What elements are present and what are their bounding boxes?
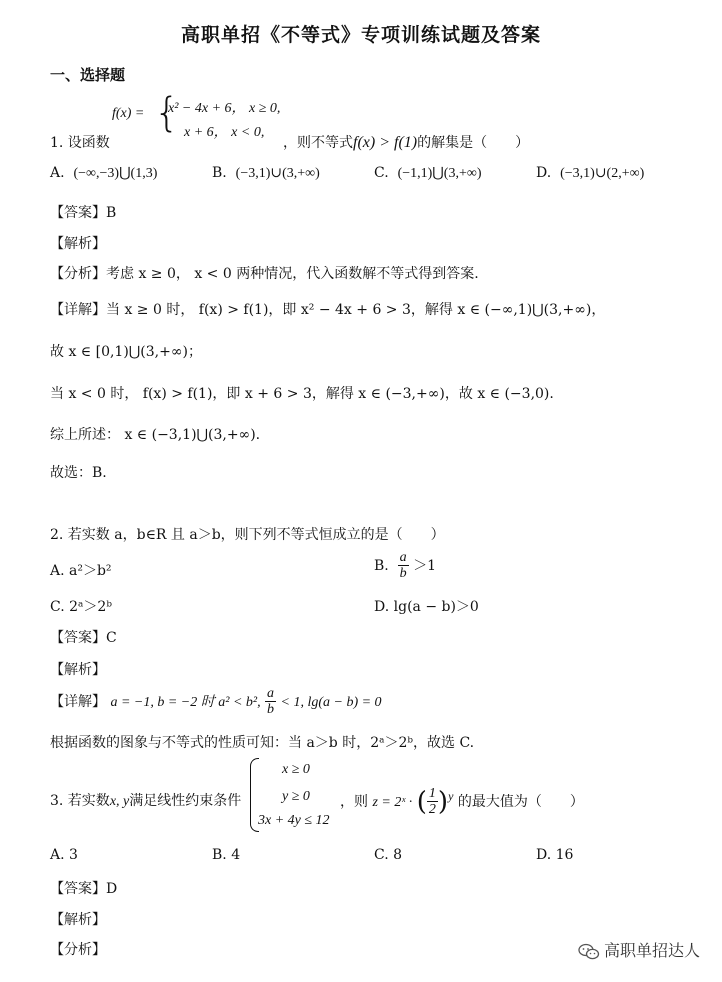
q2-option-c: C. 2ᵃ＞2ᵇ (50, 599, 112, 615)
q3-option-c: C. 8 (374, 847, 403, 863)
q1-option-b: B. (−3,1)∪(3,+∞) (212, 165, 320, 181)
q1-choose: 故选：B. (50, 465, 107, 481)
q1-option-c: C. (−1,1)⋃(3,+∞) (374, 165, 482, 181)
q1-case-1: x² − 4x + 6， x ≥ 0, (168, 101, 281, 116)
q2-detail: 【详解】 a = −1, b = −2 时 a² < b², $\frac{a}{b}$ < 1, lg(a − b) = 0 (50, 686, 382, 718)
q3-expression: ，则 z = 2ˣ · ( $\frac{1}{2}$ )$^y$ 的最大值为（ ） (340, 786, 584, 818)
wechat-chat-bubble-icon (578, 943, 600, 961)
q1-analysis-label: 【解析】 (50, 236, 106, 252)
q2-option-d: D. lg(a − b)＞0 (374, 599, 479, 615)
q1-detail-1: 【详解】当 x ≥ 0 时， f(x) > f(1)，即 x² − 4x + 6 > 3，解得 x ∈ (−∞,1)⋃(3,+∞)， (50, 302, 606, 318)
q2-stem: 2. 若实数 a，b∈R 且 a＞b，则下列不等式恒成立的是（ ） (50, 527, 445, 543)
q1-answer: 【答案】B (50, 205, 117, 221)
q3-prefix: 3. 若实数x, y满足线性约束条件 (50, 793, 242, 809)
q2-answer: 【答案】C (50, 630, 117, 646)
q3-constraint-2: y ≥ 0 (282, 789, 310, 804)
q2-option-a: A. a²＞b² (50, 563, 112, 579)
q1-prefix: 1. 设函数 (50, 135, 110, 151)
q1-tail: ，则不等式f(x) > f(1)的解集是（ ） (283, 134, 530, 151)
section-heading: 一、选择题 (50, 66, 126, 84)
q1-option-a: A. (−∞,−3)⋃(1,3) (50, 165, 158, 181)
watermark: 高职单招达人 (578, 938, 700, 961)
q3-answer: 【答案】D (50, 881, 118, 897)
q1-case-2: x + 6， x < 0, (184, 125, 265, 140)
q1-detail-3: 当 x < 0 时， f(x) > f(1)，即 x + 6 > 3，解得 x ∈ (−3,+∞)，故 x ∈ (−3,0). (50, 386, 554, 402)
q3-constraint-3: 3x + 4y ≤ 12 (258, 813, 330, 828)
q1-detail-2: 故 x ∈ [0,1)⋃(3,+∞)； (50, 344, 202, 360)
q3-option-a: A. 3 (50, 847, 78, 863)
q3-constraint-1: x ≥ 0 (282, 762, 310, 777)
q1-fenxi: 【分析】考虑 x ≥ 0， x < 0 两种情况，代入函数解不等式得到答案. (50, 266, 479, 282)
q1-option-d: D. (−3,1)∪(2,+∞) (536, 165, 645, 181)
q3-option-d: D. 16 (536, 847, 574, 863)
q3-fenxi: 【分析】 (50, 942, 106, 958)
q3-option-b: B. 4 (212, 847, 241, 863)
q2-conclusion: 根据函数的图象与不等式的性质可知：当 a＞b 时，2ᵃ＞2ᵇ，故选 C. (50, 735, 475, 751)
q1-func-lhs: f(x) = (112, 106, 145, 121)
page-title: 高职单招《不等式》专项训练试题及答案 (180, 24, 541, 46)
q1-summary: 综上所述： x ∈ (−3,1)⋃(3,+∞). (50, 427, 261, 443)
q2-analysis-label: 【解析】 (50, 662, 106, 678)
q1-brace: { (154, 90, 180, 136)
q3-analysis-label: 【解析】 (50, 912, 106, 928)
q2-option-b: B. $\frac{a}{b}$ ＞1 (374, 550, 437, 582)
